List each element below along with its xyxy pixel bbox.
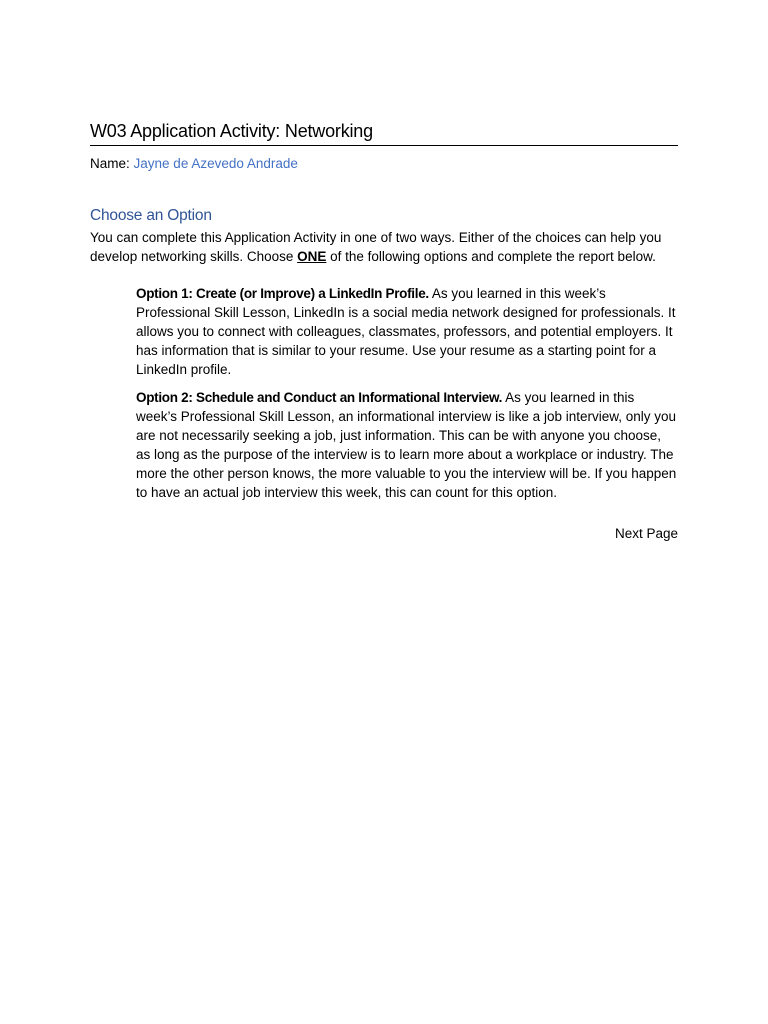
option-2-paragraph <box>136 388 678 502</box>
option-1-lead: Option 1: Create (or Improve) a LinkedIn Profile. <box>136 286 429 301</box>
name-line <box>90 155 678 173</box>
intro-emphasis: ONE <box>297 249 327 264</box>
option-2-body: As you learned in this week’s Professional Skill Lesson, an informational interview is like a job interview, only you are not necessarily seeking a job, just information. This can be with anyone you choose, as long as the purpose of the interview is to learn more about a workplace or industry. The more the other person knows, the more valuable to you the interview will be. If you happen to have an actual job interview this week, this can count for this option. <box>136 390 677 500</box>
document-page <box>90 118 678 543</box>
option-2-lead: Option 2: Schedule and Conduct an Informational Interview. <box>136 390 503 405</box>
intro-text-before: You can complete this Application Activity in one of two ways. Either of the choices can help you develop networking skills. Choose <box>90 230 662 264</box>
intro-paragraph <box>90 228 678 266</box>
next-page-label: Next Page <box>614 526 678 541</box>
name-value: Jayne de Azevedo Andrade <box>133 156 298 171</box>
intro-text-after: of the following options and complete the report below. <box>326 249 656 264</box>
document-title: W03 Application Activity: Networking <box>90 118 678 146</box>
name-label: Name: <box>90 156 130 171</box>
section-heading: Choose an Option <box>90 207 212 224</box>
option-1-body: As you learned in this week’s Professional Skill Lesson, LinkedIn is a social media network designed for professionals. It allows you to connect with colleagues, classmates, professors, and potential employers. It has information that is similar to your resume. Use your resume as a starting point for a LinkedIn profile. <box>136 286 676 377</box>
option-1-paragraph <box>136 284 678 379</box>
